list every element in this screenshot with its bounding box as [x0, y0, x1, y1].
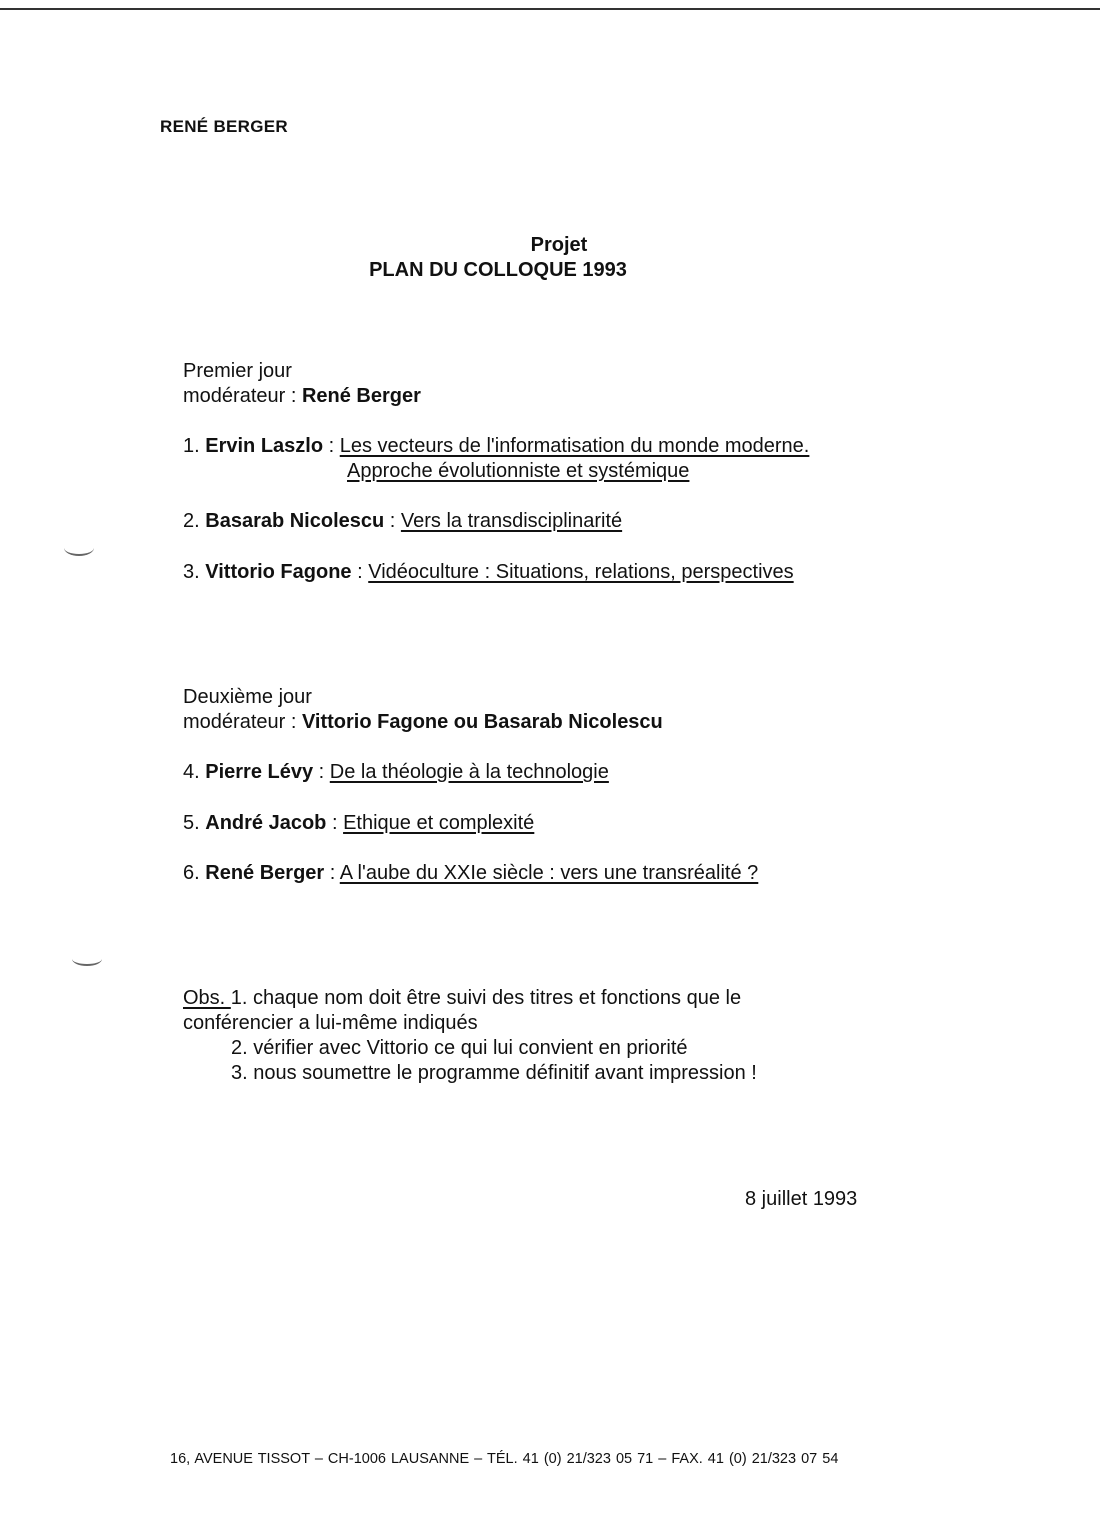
talk-speaker: Vittorio Fagone: [205, 561, 352, 583]
talk-separator: :: [351, 561, 369, 583]
talk-speaker: René Berger: [205, 862, 325, 884]
talk-separator: :: [323, 435, 340, 457]
talk-title-line2: Approche évolutionniste et systémique: [347, 460, 690, 482]
obs-item-1-cont: conférencier a lui-même indiqués: [183, 1012, 478, 1034]
talk-6: [183, 862, 758, 885]
day1-label: Premier jour: [183, 360, 292, 382]
talk-number: 4.: [183, 761, 206, 783]
talk-4: [183, 761, 609, 784]
talk-speaker: Basarab Nicolescu: [205, 510, 385, 532]
obs-item-3: 3. nous soumettre le programme définitif avant impression !: [231, 1062, 757, 1084]
talk-5: [183, 812, 534, 835]
moderator-prefix: modérateur :: [183, 711, 302, 733]
footer-address: 16, AVENUE TISSOT – CH-1006 LAUSANNE – TÉL. 41 (0) 21/323 05 71 – FAX. 41 (0) 21/323 07 54: [170, 1451, 839, 1467]
talk-number: 5.: [183, 812, 206, 834]
document-date: 8 juillet 1993: [745, 1188, 858, 1210]
talk-title: Vers la transdisciplinarité: [400, 510, 623, 532]
talk-3: [183, 561, 794, 584]
moderator-name: René Berger: [301, 385, 421, 407]
top-edge-line: [0, 8, 1100, 10]
talk-number: 1.: [183, 435, 206, 457]
talk-title: A l'aube du XXIe siècle : vers une transréalité ?: [339, 862, 759, 884]
moderator-name: Vittorio Fagone ou Basarab Nicolescu: [301, 711, 663, 733]
day2-label: Deuxième jour: [183, 686, 312, 708]
talk-number: 6.: [183, 862, 206, 884]
talk-title: Vidéoculture : Situations, relations, perspectives: [368, 561, 794, 583]
talk-number: 2.: [183, 510, 206, 532]
day1-moderator: [183, 385, 421, 408]
talk-title: Les vecteurs de l'informatisation du monde moderne.: [339, 435, 810, 457]
talk-separator: :: [324, 862, 340, 884]
title-projet: Projet: [530, 234, 588, 256]
obs-line-1: [183, 987, 741, 1010]
talk-number: 3.: [183, 561, 206, 583]
letterhead-name: RENÉ BERGER: [160, 117, 288, 136]
talk-1-title-cont: [347, 460, 689, 483]
talk-separator: :: [326, 812, 344, 834]
obs-item-1: 1. chaque nom doit être suivi des titres et fonctions que le: [230, 987, 742, 1009]
talk-2: [183, 510, 622, 533]
punch-hole-mark-bottom: [72, 952, 102, 966]
talk-speaker: André Jacob: [205, 812, 327, 834]
moderator-prefix: modérateur :: [183, 385, 302, 407]
title-plan: PLAN DU COLLOQUE 1993: [369, 259, 627, 281]
talk-speaker: Ervin Laszlo: [205, 435, 324, 457]
talk-1: [183, 435, 809, 458]
obs-label: Obs.: [183, 987, 231, 1009]
talk-separator: :: [384, 510, 401, 532]
talk-title: Ethique et complexité: [343, 812, 535, 834]
talk-speaker: Pierre Lévy: [205, 761, 314, 783]
talk-title: De la théologie à la technologie: [329, 761, 609, 783]
talk-separator: :: [313, 761, 330, 783]
day2-moderator: [183, 711, 663, 734]
punch-hole-mark-top: [64, 540, 94, 556]
obs-item-2: 2. vérifier avec Vittorio ce qui lui convient en priorité: [231, 1037, 688, 1059]
